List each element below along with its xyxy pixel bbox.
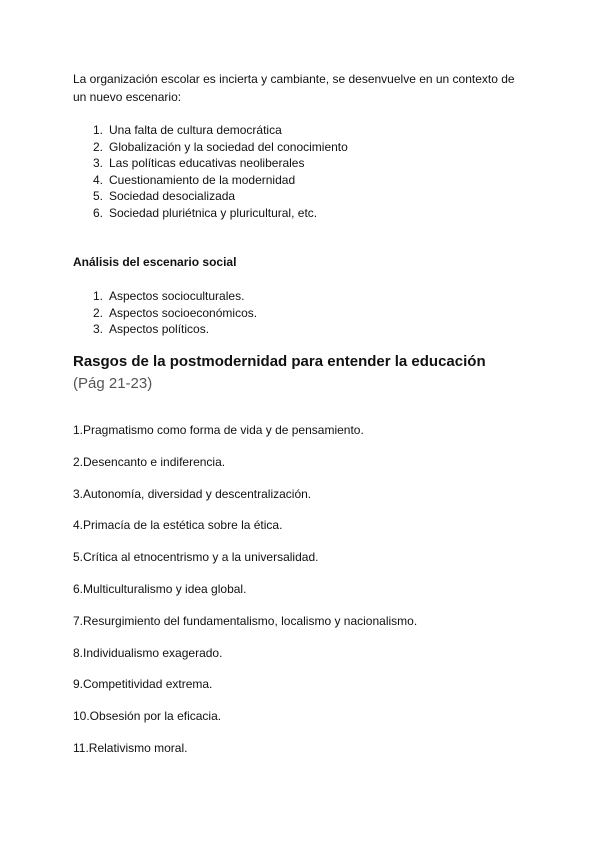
list-item: 2.Desencanto e indiferencia. [73,454,226,469]
list-item: 1. Aspectos socioculturales. [92,289,245,303]
postmodern-heading-title: Rasgos de la postmodernidad para entender la educación [73,353,486,370]
list-item: 5. Sociedad desocializada [92,189,236,203]
list-item: 4. Cuestionamiento de la modernidad [92,172,296,187]
list-item: 9.Competitividad extrema. [73,677,213,692]
list-item: 3. Las políticas educativas neoliberales [92,156,305,170]
list-item: 1.Pragmatismo como forma de vida y de pensamiento. [73,423,364,437]
intro-line-2: un nuevo escenario: [73,90,182,104]
intro-line-1: La organización escolar es incierta y cambiante, se desenvuelve en un contexto de [73,72,515,86]
postmodern-traits-list [73,422,417,772]
list-item: 5.Crítica al etnocentrismo y a la universalidad. [73,550,319,565]
list-item: 8.Individualismo exagerado. [73,645,223,660]
list-item: 2. Aspectos socioeconómicos. [92,305,258,320]
list-item: 3. Aspectos políticos. [92,322,210,336]
list-item: 10.Obsesión por la eficacia. [73,709,222,724]
analysis-heading: Análisis del escenario social [73,255,237,269]
list-item: 3.Autonomía, diversidad y descentralización. [73,486,312,501]
scenario-list [73,122,533,221]
list-item: 6.Multiculturalismo y idea global. [73,581,247,596]
list-item: 4.Primacía de la estética sobre la ética. [73,518,283,533]
list-item: 11.Relativismo moral. [73,740,188,755]
analysis-list [73,288,257,338]
postmodern-heading [73,351,513,395]
intro-paragraph [73,70,533,106]
list-item: 1. Una falta de cultura democrática [92,123,282,137]
list-item: 7.Resurgimiento del fundamentalismo, localismo y nacionalismo. [73,613,418,628]
list-item: 6. Sociedad pluriétnica y pluricultural, etc. [92,205,318,220]
postmodern-heading-page-ref: (Pág 21-23) [73,375,153,392]
list-item: 2. Globalización y la sociedad del conocimiento [92,139,348,154]
document-page [73,70,533,755]
